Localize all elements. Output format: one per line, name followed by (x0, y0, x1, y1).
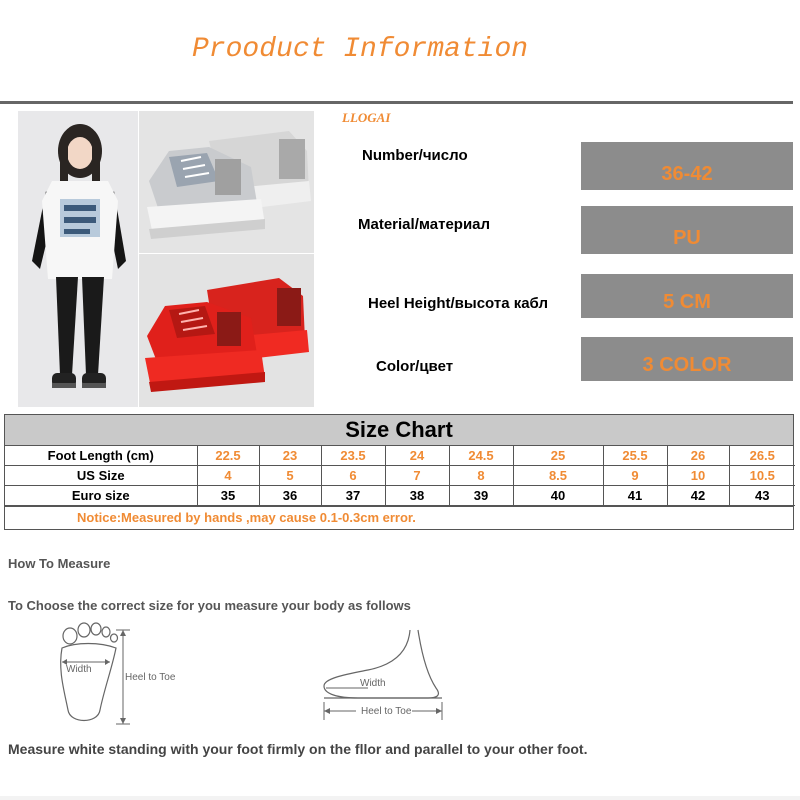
bottom-divider (0, 796, 800, 800)
table-cell: 42 (667, 486, 729, 506)
page-title: Prooduct Information (192, 34, 529, 65)
how-to-measure-heading: How To Measure (8, 556, 111, 571)
table-cell: 26.5 (729, 446, 795, 466)
table-cell: 23.5 (321, 446, 385, 466)
measure-footer-text: Measure white standing with your foot firmly on the fllor and parallel to your other foot. (8, 741, 588, 757)
table-cell: 6 (321, 466, 385, 486)
table-cell: 23 (259, 446, 321, 466)
model-photo (18, 111, 138, 407)
table-row (5, 466, 795, 486)
table-row (5, 446, 795, 466)
table-cell: 10 (667, 466, 729, 486)
table-cell: 35 (197, 486, 259, 506)
spec-value-material: PU (581, 206, 793, 254)
foot-side-diagram (318, 626, 458, 722)
spec-label-color: Color/цвет (376, 358, 454, 375)
table-cell: 24 (385, 446, 449, 466)
table-cell: 9 (603, 466, 667, 486)
side-heel-to-toe-label: Heel to Toe (361, 706, 412, 717)
foot-sole-diagram (50, 620, 200, 728)
size-chart-notice: Notice:Measured by hands ,may cause 0.1-0.3cm error. (5, 506, 793, 529)
spec-label-material: Material/материал (358, 216, 491, 233)
row-label: Foot Length (cm) (5, 446, 197, 466)
table-cell: 8 (449, 466, 513, 486)
table-cell: 5 (259, 466, 321, 486)
table-cell: 7 (385, 466, 449, 486)
brand-logo-text: LLOGAI (342, 110, 391, 125)
spec-value-number: 36-42 (581, 142, 793, 190)
side-width-label: Width (360, 678, 386, 689)
table-cell: 8.5 (513, 466, 603, 486)
table-cell: 22.5 (197, 446, 259, 466)
title-divider (0, 101, 793, 104)
spec-label-number: Number/число (362, 147, 468, 164)
table-row (5, 486, 795, 506)
width-label: Width (66, 664, 92, 675)
table-cell: 25.5 (603, 446, 667, 466)
table-cell: 38 (385, 486, 449, 506)
table-cell: 24.5 (449, 446, 513, 466)
row-label: US Size (5, 466, 197, 486)
size-chart-table (5, 446, 795, 506)
table-cell: 26 (667, 446, 729, 466)
size-chart (4, 414, 794, 530)
red-sneaker-photo (139, 254, 314, 407)
size-chart-title: Size Chart (5, 415, 793, 446)
spec-label-heel-height: Heel Height/высота кабл (368, 295, 548, 312)
spec-value-color: 3 COLOR (581, 337, 793, 381)
table-cell: 37 (321, 486, 385, 506)
spec-value-heel-height: 5 CM (581, 274, 793, 318)
table-cell: 41 (603, 486, 667, 506)
table-cell: 25 (513, 446, 603, 466)
table-cell: 43 (729, 486, 795, 506)
table-cell: 39 (449, 486, 513, 506)
row-label: Euro size (5, 486, 197, 506)
table-cell: 4 (197, 466, 259, 486)
table-cell: 40 (513, 486, 603, 506)
table-cell: 10.5 (729, 466, 795, 486)
table-cell: 36 (259, 486, 321, 506)
measure-instruction: To Choose the correct size for you measure your body as follows (8, 598, 411, 613)
heel-to-toe-label: Heel to Toe (125, 672, 176, 683)
silver-sneaker-photo (139, 111, 314, 253)
